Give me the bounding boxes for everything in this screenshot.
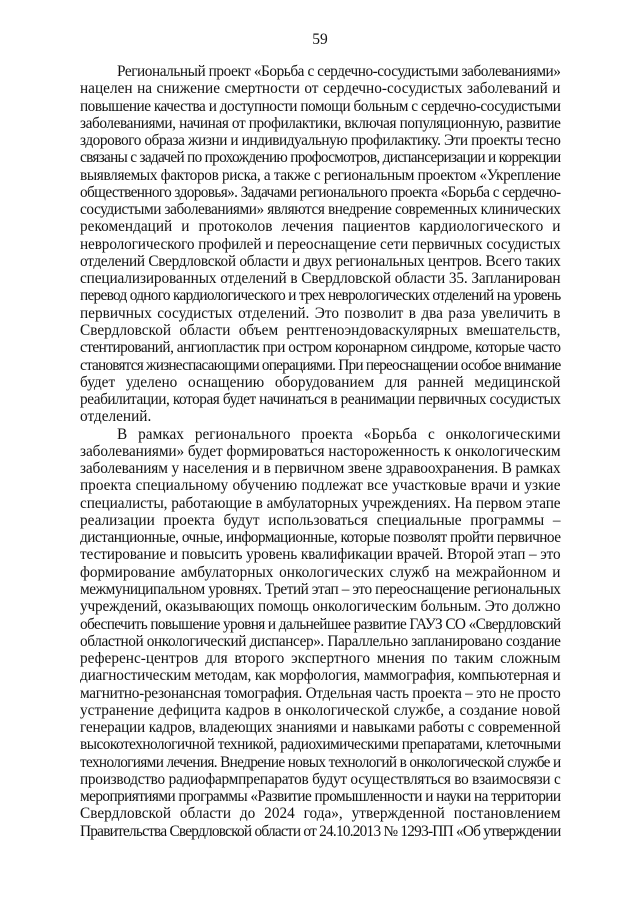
text-line xyxy=(80,805,561,822)
text-line-content: проекта специальному обучению подлежат все участковые врачи и узкие xyxy=(80,477,561,495)
text-line-content: дистанционные, очные, информационные, которые позволят пройти первичное xyxy=(80,529,561,547)
text-line xyxy=(80,477,561,494)
text-line-content: отделений Свердловской области и двух региональных центров. Всего таких xyxy=(80,252,561,270)
text-line xyxy=(80,98,561,115)
text-line-content: референс-центров для второго экспертного мнения по таким сложным xyxy=(80,650,561,668)
text-line xyxy=(80,305,561,322)
text-line-content: первичных сосудистых отделений. Это позволит в два раза увеличить в xyxy=(80,304,561,322)
text-line xyxy=(80,702,561,719)
text-line xyxy=(80,495,561,512)
text-line-content: стентирований, ангиопластик при остром коронарном синдроме, которые часто xyxy=(80,339,561,357)
text-line-content: тестирование и повысить уровень квалификации врачей. Второй этап – это xyxy=(80,546,561,564)
text-line xyxy=(80,322,561,339)
text-line-content: выявляемых факторов риска, а также с региональным проектом «Укрепление xyxy=(80,166,561,184)
text-line-content: заболеваниями» будет формироваться настороженность к онкологическим xyxy=(80,442,561,460)
text-line xyxy=(80,270,561,287)
text-line-content: перевод одного кардиологического и трех неврологических отделений на уровень xyxy=(80,287,561,305)
text-line-content: сосудистыми заболеваниями» являются внедрение современных клинических xyxy=(80,201,561,219)
text-line xyxy=(80,339,561,356)
text-line-content: общественного здоровья». Задачами регионального проекта «Борьба с сердечно- xyxy=(80,183,561,201)
text-line xyxy=(80,736,561,753)
text-line-content: становятся жизнеспасающими операциями. При переоснащении особое внимание xyxy=(80,356,561,374)
text-line xyxy=(80,426,561,443)
text-line xyxy=(80,512,561,529)
text-line xyxy=(80,374,561,391)
text-line xyxy=(80,357,561,374)
text-line-content: Свердловской области объем рентгеноэндоваскулярных вмешательств, xyxy=(80,321,561,339)
text-line xyxy=(80,771,561,788)
text-line xyxy=(80,460,561,477)
text-line xyxy=(80,581,561,598)
text-line xyxy=(80,633,561,650)
text-line-content: технологиями лечения. Внедрение новых технологий в онкологической службе и xyxy=(80,753,561,771)
text-line xyxy=(80,685,561,702)
text-line-content: рекомендаций и протоколов лечения пациентов кардиологического и xyxy=(80,218,561,236)
text-line xyxy=(80,132,561,149)
text-line-content: отделений. xyxy=(80,408,152,426)
page-number: 59 xyxy=(312,31,328,48)
text-line-content: нацелен на снижение смертности от сердечно-сосудистых заболеваний и xyxy=(80,80,561,98)
text-line xyxy=(80,650,561,667)
paragraph xyxy=(80,426,561,840)
text-line-content: устранение дефицита кадров в онкологической службе, а создание новой xyxy=(80,701,561,719)
text-line-content: здорового образа жизни и индивидуальную профилактику. Эти проекты тесно xyxy=(80,132,561,150)
text-line-content: межмуниципальном уровнях. Третий этап – это переоснащение региональных xyxy=(80,580,561,598)
text-line xyxy=(80,719,561,736)
text-line-content: учреждений, оказывающих помощь онкологическим больным. Это должно xyxy=(80,598,561,616)
text-line xyxy=(80,167,561,184)
text-line xyxy=(80,754,561,771)
text-line xyxy=(80,236,561,253)
text-line-content: мероприятиями программы «Развитие промышленности и науки на территории xyxy=(80,788,561,806)
text-line xyxy=(80,616,561,633)
text-line xyxy=(80,184,561,201)
text-line xyxy=(80,115,561,132)
text-line-content: заболеваниям у населения и в первичном звене здравоохранения. В рамках xyxy=(80,460,561,478)
text-line-content: высокотехнологичной техникой, радиохимическими препаратами, клеточными xyxy=(80,736,561,754)
text-line xyxy=(80,823,561,840)
text-line xyxy=(80,443,561,460)
text-line xyxy=(80,564,561,581)
text-line-content: формирование амбулаторных онкологических служб на межрайонном и xyxy=(80,563,561,581)
text-line xyxy=(80,391,561,408)
text-line-content: генерации кадров, владеющих знаниями и навыками работы с современной xyxy=(80,719,561,737)
text-line xyxy=(80,63,561,80)
text-line xyxy=(80,201,561,218)
text-line xyxy=(80,408,561,425)
paragraph xyxy=(80,63,561,426)
text-line-content: будет уделено оснащению оборудованием для ранней медицинской xyxy=(80,373,561,391)
text-line xyxy=(80,529,561,546)
text-line-content: повышение качества и доступности помощи больным с сердечно-сосудистыми xyxy=(80,97,561,115)
text-line-content: областной онкологический диспансер». Параллельно запланировано создание xyxy=(80,632,561,650)
text-line-content: связаны с задачей по прохождению профосмотров, диспансеризации и коррекции xyxy=(80,149,561,167)
text-line xyxy=(80,788,561,805)
text-line-content: неврологического профилей и переоснащение сети первичных сосудистых xyxy=(80,235,561,253)
text-line-content: Правительства Свердловской области от 24.10.2013 № 1293-ПП «Об утверждении xyxy=(80,822,561,840)
text-line-content: магнитно-резонансная томография. Отдельная часть проекта – это не просто xyxy=(80,684,561,702)
text-line-content: обеспечить повышение уровня и дальнейшее развитие ГАУЗ СО «Свердловский xyxy=(80,615,561,633)
text-line-content: заболеваниями, начиная от профилактики, включая популяционную, развитие xyxy=(80,114,561,132)
text-line-content: специалисты, работающие в амбулаторных учреждениях. На первом этапе xyxy=(80,494,561,512)
text-line xyxy=(80,546,561,563)
text-line-content: реабилитации, которая будет начинаться в реанимации первичных сосудистых xyxy=(80,391,561,409)
text-line-content: производство радиофармпрепаратов будут осуществляться во взаимосвязи с xyxy=(80,770,561,788)
text-line xyxy=(80,149,561,166)
text-line-content: специализированных отделений в Свердловской области 35. Запланирован xyxy=(80,270,561,288)
text-line-content: реализации проекта будут использоваться специальные программы – xyxy=(80,511,561,529)
text-line xyxy=(80,218,561,235)
text-line-content: Свердловской области до 2024 года», утвержденной постановлением xyxy=(80,805,561,823)
document-body xyxy=(80,63,561,840)
text-line xyxy=(80,667,561,684)
text-line xyxy=(80,80,561,97)
text-line-content: диагностическим методам, как морфология, маммография, компьютерная и xyxy=(80,667,561,685)
text-line xyxy=(80,598,561,615)
text-line-content: В рамках регионального проекта «Борьба с онкологическими xyxy=(117,425,561,443)
text-line xyxy=(80,253,561,270)
text-line xyxy=(80,287,561,304)
text-line-content: Региональный проект «Борьба с сердечно-сосудистыми заболеваниями» xyxy=(117,63,561,80)
